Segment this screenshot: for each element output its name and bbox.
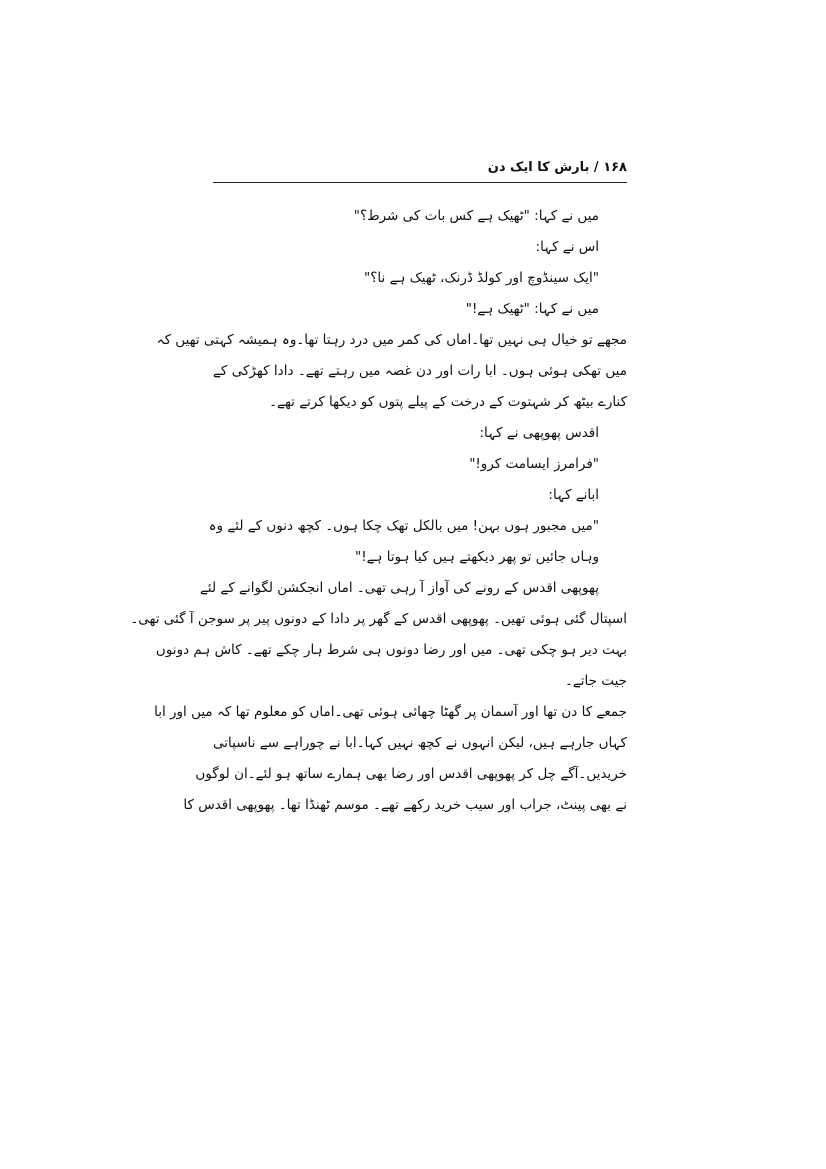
- text-line: میں تھکی ہوئی ہوں۔ ابا رات اور دن غصہ میں رہتے تھے۔ دادا کھڑکی کے: [213, 363, 627, 379]
- text-line: خریدیں۔آگے چل کر پھوپھی اقدس اور رضا بھی ہمارے ساتھ ہو لئے۔ان لوگوں: [195, 766, 627, 782]
- text-line: "فرامرز ایسامت کرو!": [469, 456, 599, 472]
- page-header-title: ۱۶۸ / بارش کا ایک دن: [487, 160, 627, 175]
- text-line: میں نے کہا: "ٹھیک ہے!": [465, 301, 599, 317]
- text-line: اس نے کہا:: [535, 239, 599, 255]
- running-header: [213, 160, 627, 183]
- text-line: اقدس پھوپھی نے کہا:: [479, 425, 599, 441]
- text-line: پھوپھی اقدس کے رونے کی آواز آ رہی تھی۔ اماں انجکشن لگوانے کے لئے: [200, 580, 599, 596]
- text-line: جمعے کا دن تھا اور آسمان پر گھٹا چھائی ہوئی تھی۔اماں کو معلوم تھا کہ میں اور ابا: [154, 704, 627, 720]
- book-page: [130, 160, 627, 821]
- text-line: جیت جاتے۔: [564, 673, 627, 689]
- body-text: [130, 201, 627, 821]
- text-line: نے بھی پینٹ، جراب اور سیب خرید رکھے تھے۔ موسم ٹھنڈا تھا۔ پھوپھی اقدس کا: [183, 797, 627, 813]
- text-line: اسپتال گئی ہوئی تھیں۔ پھوپھی اقدس کے گھر پر دادا کے دونوں پیر پر سوجن آ گئی تھی۔: [130, 611, 627, 627]
- text-line: بہت دیر ہو چکی تھی۔ میں اور رضا دونوں ہی شرط ہار چکے تھے۔ کاش ہم دونوں: [155, 642, 627, 658]
- text-line: وہاں جائیں تو پھر دیکھتے ہیں کیا ہوتا ہے!": [354, 549, 599, 565]
- text-line: "ایک سینڈوچ اور کولڈ ڈرنک، ٹھیک ہے نا؟": [364, 270, 599, 286]
- text-line: میں نے کہا: "ٹھیک ہے کس بات کی شرط؟": [353, 208, 599, 224]
- text-line: "میں مجبور ہوں بہن! میں بالکل تھک چکا ہوں۔ کچھ دنوں کے لئے وہ: [208, 518, 599, 534]
- text-line: کنارے بیٹھ کر شہتوت کے درخت کے پیلے پتوں کو دیکھا کرتے تھے۔: [269, 394, 627, 410]
- text-line: ابانے کہا:: [548, 487, 599, 503]
- text-line: مجھے تو خیال ہی نہیں تھا۔اماں کی کمر میں درد رہتا تھا۔وہ ہمیشہ کہتی تھیں کہ: [156, 332, 627, 348]
- text-line: کہاں جارہے ہیں، لیکن انہوں نے کچھ نہیں کہا۔ابا نے چوراہے سے ناسپاتی: [213, 735, 627, 751]
